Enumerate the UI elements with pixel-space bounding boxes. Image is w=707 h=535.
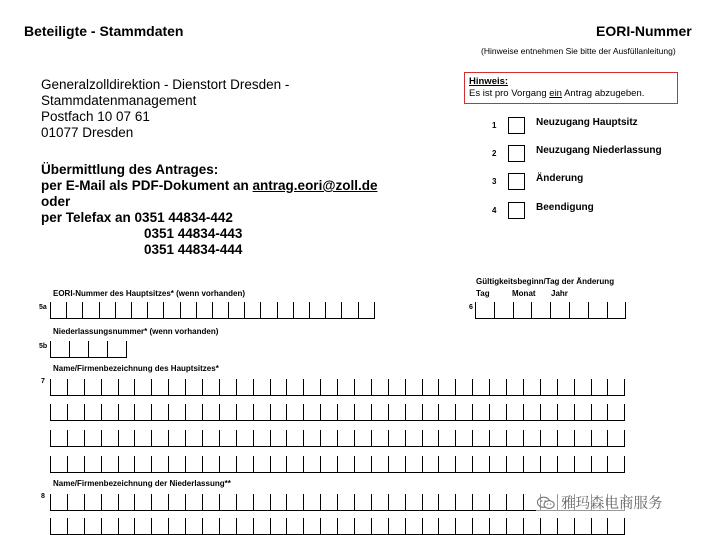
address-line: Generalzolldirektion - Dienstort Dresden - [41,77,290,92]
char-cell[interactable] [67,456,84,472]
instructions-hint: (Hinweise entnehmen Sie bitte der Ausfüllanleitung) [481,46,676,56]
char-cell[interactable] [253,430,270,446]
char-cell[interactable] [118,379,135,395]
char-cell[interactable] [354,494,371,510]
char-cell[interactable] [540,404,557,420]
char-cell[interactable] [196,302,212,318]
char-cell[interactable] [151,494,168,510]
char-cell[interactable] [472,430,489,446]
hq-name-input-row[interactable] [50,456,625,473]
char-cell[interactable] [270,430,287,446]
address-line: 01077 Dresden [41,125,134,140]
char-cell[interactable] [455,430,472,446]
char-cell[interactable] [168,494,185,510]
char-cell[interactable] [405,404,422,420]
char-cell[interactable] [50,379,67,395]
hint-title: Hinweis: [469,76,509,87]
char-cell[interactable] [101,404,118,420]
char-cell[interactable] [202,404,219,420]
char-cell[interactable] [574,430,591,446]
char-cell[interactable] [88,341,107,357]
char-cell[interactable] [163,302,179,318]
char-cell[interactable] [236,430,253,446]
char-cell[interactable] [337,404,354,420]
char-cell[interactable] [244,302,260,318]
char-cell[interactable] [180,302,196,318]
char-cell[interactable] [101,430,118,446]
char-cell[interactable] [202,430,219,446]
option-label: Änderung [536,173,584,184]
char-cell[interactable] [134,456,151,472]
char-cell[interactable] [253,456,270,472]
char-cell[interactable] [131,302,147,318]
char-cell[interactable] [151,456,168,472]
checkbox-neuzugang-hauptsitz[interactable] [508,117,525,134]
char-cell[interactable] [591,404,608,420]
char-cell[interactable] [506,404,523,420]
char-cell[interactable] [540,379,557,395]
char-cell[interactable] [50,341,69,357]
char-cell[interactable] [489,379,506,395]
char-cell[interactable] [185,379,202,395]
char-cell[interactable] [557,404,574,420]
char-cell[interactable] [574,379,591,395]
char-cell[interactable] [438,430,455,446]
char-cell[interactable] [115,302,131,318]
char-cell[interactable] [236,456,253,472]
char-cell[interactable] [422,404,439,420]
char-cell[interactable] [320,379,337,395]
char-cell[interactable] [405,456,422,472]
char-cell[interactable] [101,379,118,395]
char-cell[interactable] [325,302,341,318]
char-cell[interactable] [270,404,287,420]
char-cell[interactable] [472,494,489,510]
char-cell[interactable] [354,456,371,472]
or-label: oder [41,194,71,209]
char-cell[interactable] [270,456,287,472]
char-cell[interactable] [489,404,506,420]
char-cell[interactable] [438,404,455,420]
hq-name-input-row[interactable] [50,430,625,447]
char-cell[interactable] [540,430,557,446]
char-cell[interactable] [557,456,574,472]
char-cell[interactable] [320,494,337,510]
char-cell[interactable] [388,430,405,446]
branch-no-label: Niederlassungsnummer* (wenn vorhanden) [53,327,219,336]
char-cell[interactable] [50,302,66,318]
char-cell[interactable] [82,302,98,318]
char-cell[interactable] [607,430,625,446]
char-cell[interactable] [99,302,115,318]
fax-number: 0351 44834-444 [144,242,243,257]
hq-name-input-row[interactable] [50,379,625,396]
char-cell[interactable] [371,379,388,395]
char-cell[interactable] [472,379,489,395]
char-cell[interactable] [303,494,320,510]
watermark-text: 雅玛森电商服务 [561,496,663,512]
email-line: per E-Mail als PDF-Dokument an antrag.eori@zoll.de [41,178,378,193]
char-cell[interactable] [337,379,354,395]
char-cell[interactable] [202,494,219,510]
char-cell[interactable] [67,379,84,395]
option-label: Neuzugang Niederlassung [536,145,662,156]
checkbox-neuzugang-niederlassung[interactable] [508,145,525,162]
char-cell[interactable] [303,404,320,420]
date-cell[interactable] [588,302,607,318]
char-cell[interactable] [455,404,472,420]
char-cell[interactable] [147,302,163,318]
char-cell[interactable] [219,379,236,395]
char-cell[interactable] [405,494,422,510]
char-cell[interactable] [489,494,506,510]
char-cell[interactable] [405,379,422,395]
char-cell[interactable] [354,430,371,446]
date-cell[interactable] [607,302,627,318]
char-cell[interactable] [337,430,354,446]
fax-number: 0351 44834-442 [134,210,233,225]
char-cell[interactable] [320,456,337,472]
char-cell[interactable] [607,379,625,395]
char-cell[interactable] [253,404,270,420]
char-cell[interactable] [337,456,354,472]
char-cell[interactable] [388,379,405,395]
char-cell[interactable] [472,456,489,472]
date-cell[interactable] [531,302,550,318]
char-cell[interactable] [219,430,236,446]
char-cell[interactable] [50,494,67,510]
char-cell[interactable] [438,494,455,510]
char-cell[interactable] [523,430,540,446]
row-number: 5b [39,343,48,350]
char-cell[interactable] [168,456,185,472]
char-cell[interactable] [84,430,101,446]
date-cell[interactable] [475,302,494,318]
year-label: Jahr [551,289,568,298]
option-number: 1 [492,121,497,130]
char-cell[interactable] [591,430,608,446]
char-cell[interactable] [286,404,303,420]
char-cell[interactable] [66,302,82,318]
fax-line: per Telefax an 0351 44834-442 [41,210,233,225]
char-cell[interactable] [506,379,523,395]
checkbox-beendigung[interactable] [508,202,525,219]
eori-hq-input[interactable] [50,302,375,319]
watermark [536,492,663,513]
char-cell[interactable] [212,302,228,318]
char-cell[interactable] [84,456,101,472]
date-cell[interactable] [550,302,569,318]
char-cell[interactable] [354,379,371,395]
char-cell[interactable] [101,494,118,510]
char-cell[interactable] [236,379,253,395]
option-number: 2 [492,149,497,158]
char-cell[interactable] [371,494,388,510]
char-cell[interactable] [118,404,135,420]
char-cell[interactable] [607,404,625,420]
char-cell[interactable] [50,456,67,472]
option-label: Beendigung [536,202,594,213]
validity-label: Gültigkeitsbeginn/Tag der Änderung [476,277,615,286]
char-cell[interactable] [388,456,405,472]
hint-text: Es ist pro Vorgang ein Antrag abzugeben. [469,88,645,99]
char-cell[interactable] [422,456,439,472]
day-label: Tag [476,289,490,298]
char-cell[interactable] [358,302,375,318]
char-cell[interactable] [50,404,67,420]
char-cell[interactable] [253,379,270,395]
date-cell[interactable] [494,302,513,318]
char-cell[interactable] [303,379,320,395]
row-number: 8 [41,493,45,500]
char-cell[interactable] [202,456,219,472]
char-cell[interactable] [219,494,236,510]
char-cell[interactable] [236,494,253,510]
char-cell[interactable] [118,430,135,446]
char-cell[interactable] [489,430,506,446]
char-cell[interactable] [303,430,320,446]
char-cell[interactable] [202,379,219,395]
form-title: Beteiligte - Stammdaten [24,23,184,39]
char-cell[interactable] [286,379,303,395]
char-cell[interactable] [591,456,608,472]
char-cell[interactable] [388,494,405,510]
char-cell[interactable] [168,379,185,395]
char-cell[interactable] [219,404,236,420]
char-cell[interactable] [168,404,185,420]
char-cell[interactable] [337,494,354,510]
char-cell[interactable] [107,341,127,357]
branch-name-input-row[interactable] [50,518,625,535]
char-cell[interactable] [506,430,523,446]
char-cell[interactable] [371,430,388,446]
char-cell[interactable] [50,430,67,446]
char-cell[interactable] [455,379,472,395]
char-cell[interactable] [134,379,151,395]
char-cell[interactable] [354,404,371,420]
char-cell[interactable] [574,404,591,420]
char-cell[interactable] [422,379,439,395]
char-cell[interactable] [67,430,84,446]
char-cell[interactable] [219,456,236,472]
checkbox-aenderung[interactable] [508,173,525,190]
char-cell[interactable] [388,404,405,420]
char-cell[interactable] [341,302,357,318]
char-cell[interactable] [185,494,202,510]
char-cell[interactable] [67,494,84,510]
char-cell[interactable] [320,430,337,446]
hq-name-label: Name/Firmenbezeichnung des Hauptsitzes* [53,364,219,373]
branch-name-label: Name/Firmenbezeichnung der Niederlassung** [53,479,231,488]
branch-number-input[interactable] [50,341,127,358]
char-cell[interactable] [286,494,303,510]
char-cell[interactable] [118,494,135,510]
char-cell[interactable] [371,456,388,472]
row-number: 6 [469,304,473,311]
char-cell[interactable] [185,404,202,420]
eori-heading: EORI-Nummer [596,23,692,39]
char-cell[interactable] [523,379,540,395]
hq-name-input-row[interactable] [50,404,625,421]
char-cell[interactable] [523,456,540,472]
date-cell[interactable] [513,302,532,318]
char-cell[interactable] [118,456,135,472]
char-cell[interactable] [309,302,325,318]
char-cell[interactable] [293,302,309,318]
recipient-address [41,77,289,141]
wechat-icon [536,496,556,510]
char-cell[interactable] [607,456,625,472]
char-cell[interactable] [472,404,489,420]
option-number: 3 [492,177,497,186]
fax-number: 0351 44834-443 [144,226,243,241]
char-cell[interactable] [277,302,293,318]
hint-box [464,72,678,104]
char-cell[interactable] [101,456,118,472]
char-cell[interactable] [84,494,101,510]
char-cell[interactable] [557,379,574,395]
char-cell[interactable] [270,494,287,510]
char-cell[interactable] [84,404,101,420]
char-cell[interactable] [303,456,320,472]
char-cell[interactable] [185,430,202,446]
email-link[interactable]: antrag.eori@zoll.de [252,178,378,193]
char-cell[interactable] [540,456,557,472]
char-cell[interactable] [574,456,591,472]
char-cell[interactable] [320,404,337,420]
char-cell[interactable] [523,404,540,420]
address-line: Postfach 10 07 61 [41,109,150,124]
char-cell[interactable] [84,379,101,395]
char-cell[interactable] [422,494,439,510]
char-cell[interactable] [286,456,303,472]
validity-date-input[interactable] [475,302,626,319]
char-cell[interactable] [422,430,439,446]
char-cell[interactable] [455,494,472,510]
char-cell[interactable] [253,494,270,510]
char-cell[interactable] [506,494,523,510]
char-cell[interactable] [228,302,244,318]
char-cell[interactable] [371,404,388,420]
char-cell[interactable] [557,430,574,446]
char-cell[interactable] [236,404,253,420]
char-cell[interactable] [489,456,506,472]
date-cell[interactable] [569,302,588,318]
char-cell[interactable] [134,430,151,446]
eori-hq-label: EORI-Nummer des Hauptsitzes* (wenn vorhanden) [53,289,246,298]
char-cell[interactable] [506,456,523,472]
char-cell[interactable] [438,456,455,472]
char-cell[interactable] [270,379,287,395]
option-number: 4 [492,206,497,215]
address-line: Stammdatenmanagement [41,93,197,108]
char-cell[interactable] [455,456,472,472]
char-cell[interactable] [151,404,168,420]
char-cell[interactable] [591,379,608,395]
char-cell[interactable] [151,430,168,446]
char-cell[interactable] [438,379,455,395]
month-label: Monat [512,289,536,298]
char-cell[interactable] [405,430,422,446]
char-cell[interactable] [69,341,88,357]
char-cell[interactable] [168,430,185,446]
char-cell[interactable] [134,404,151,420]
transmission-block [41,162,377,258]
char-cell[interactable] [286,430,303,446]
char-cell[interactable] [134,494,151,510]
transmission-title: Übermittlung des Antrages: [41,162,219,177]
option-label: Neuzugang Hauptsitz [536,117,638,128]
char-cell[interactable] [151,379,168,395]
char-cell[interactable] [185,456,202,472]
row-number: 5a [39,304,47,311]
char-cell[interactable] [67,404,84,420]
row-number: 7 [41,378,45,385]
char-cell[interactable] [260,302,276,318]
